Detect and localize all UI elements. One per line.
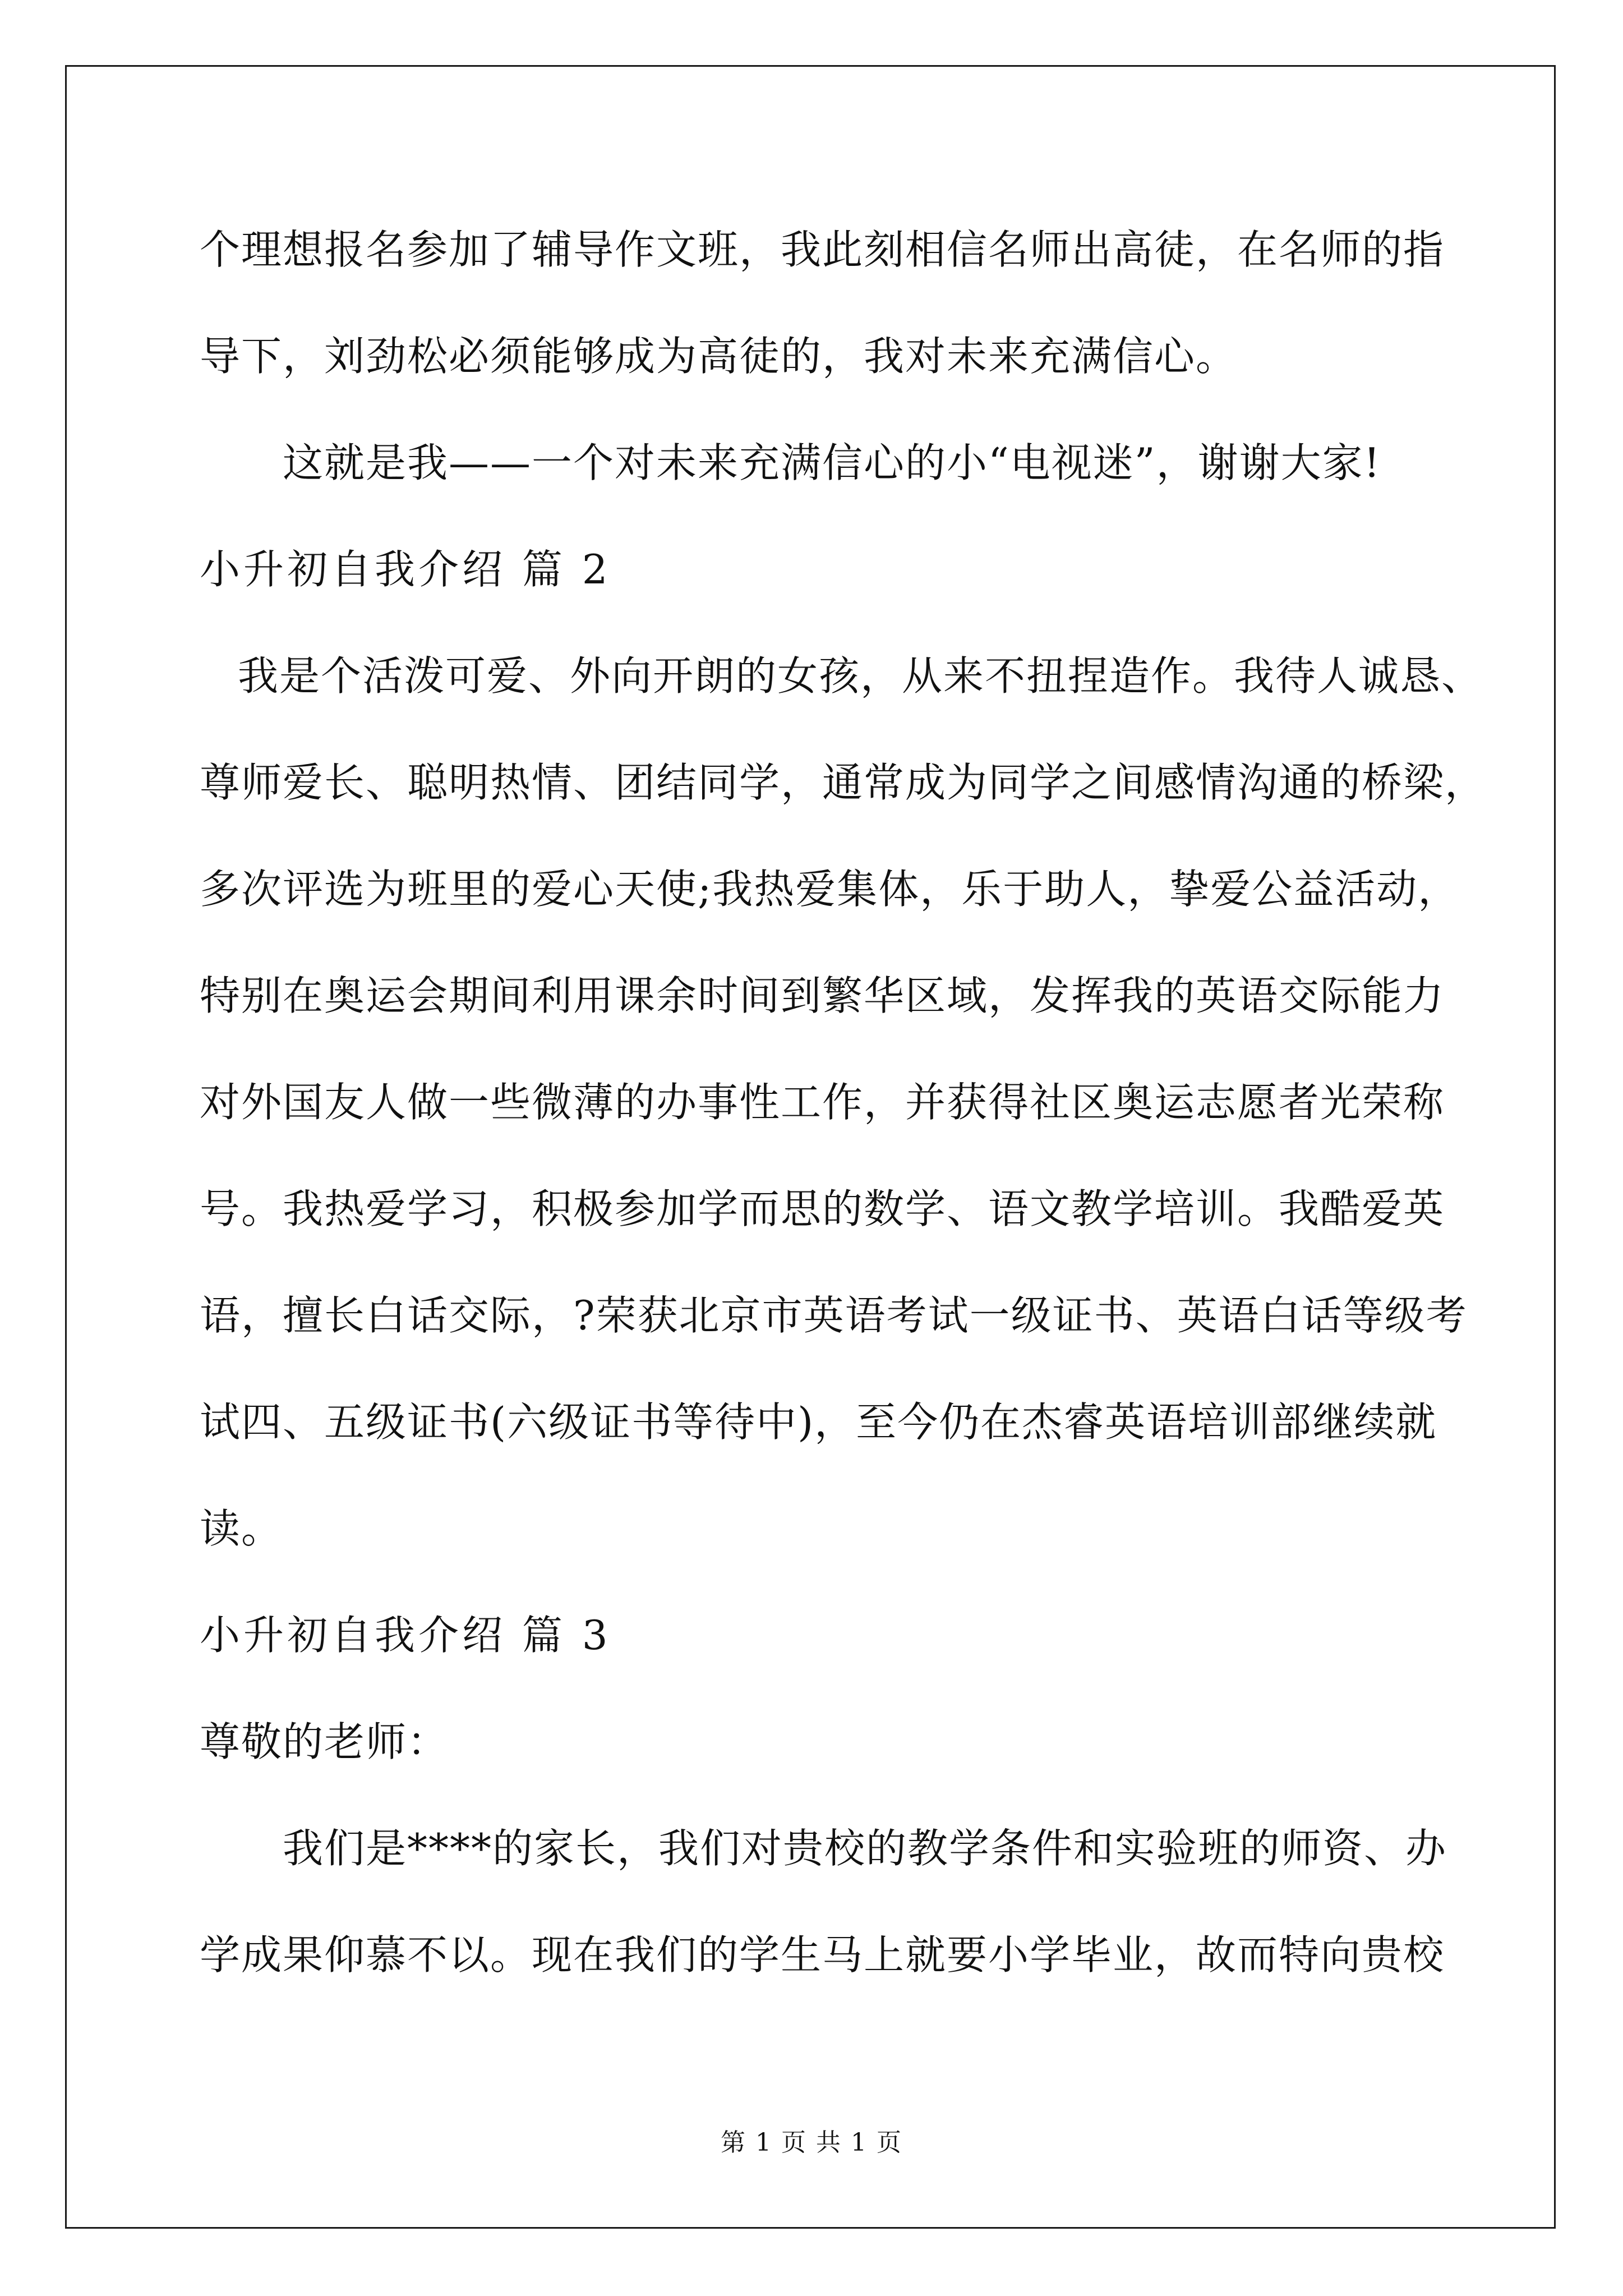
paragraph-line: 个理想报名参加了辅导作文班，我此刻相信名师出高徒，在名师的指 xyxy=(200,226,1445,273)
closing-line: 这就是我——一个对未来充满信心的小“电视迷”，谢谢大家! xyxy=(283,439,1381,486)
paragraph-line: 我们是****的家长，我们对贵校的教学条件和实验班的师资、办 xyxy=(283,1825,1447,1872)
paragraph-line: 特别在奥运会期间利用课余时间到繁华区域，发挥我的英语交际能力 xyxy=(200,972,1445,1019)
paragraph-line: 导下，刘劲松必须能够成为高徒的，我对未来充满信心。 xyxy=(200,333,1238,380)
page-footer: 第 1 页 共 1 页 xyxy=(721,2128,902,2157)
document-body xyxy=(200,216,1487,2028)
paragraph-line: 对外国友人做一些微薄的办事性工作，并获得社区奥运志愿者光荣称 xyxy=(200,1079,1445,1126)
salutation: 尊敬的老师： xyxy=(200,1718,449,1765)
paragraph-line: 试四、五级证书(六级证书等待中)，至今仍在杰睿英语培训部继续就 xyxy=(200,1398,1437,1446)
paragraph-line: 号。我热爱学习，积极参加学而思的数学、语文教学培训。我酷爱英 xyxy=(200,1185,1445,1232)
paragraph-line: 多次评选为班里的爱心天使;我热爱集体，乐于助人，挚爱公益活动， xyxy=(200,866,1460,913)
section-heading: 小升初自我介绍 篇 2 xyxy=(200,546,611,593)
paragraph-line: 语，擅长白话交际，?荣获北京市英语考试一级证书、英语白话等级考 xyxy=(200,1292,1468,1339)
paragraph-line: 学成果仰慕不以。现在我们的学生马上就要小学毕业，故而特向贵校 xyxy=(200,1931,1445,1978)
paragraph-line: 尊师爱长、聪明热情、团结同学，通常成为同学之间感情沟通的桥梁， xyxy=(200,759,1487,806)
section-heading: 小升初自我介绍 篇 3 xyxy=(200,1612,611,1659)
paragraph-line: 读。 xyxy=(200,1505,283,1552)
paragraph-line: 我是个活泼可爱、外向开朗的女孩，从来不扭捏造作。我待人诚恳、 xyxy=(238,652,1483,700)
